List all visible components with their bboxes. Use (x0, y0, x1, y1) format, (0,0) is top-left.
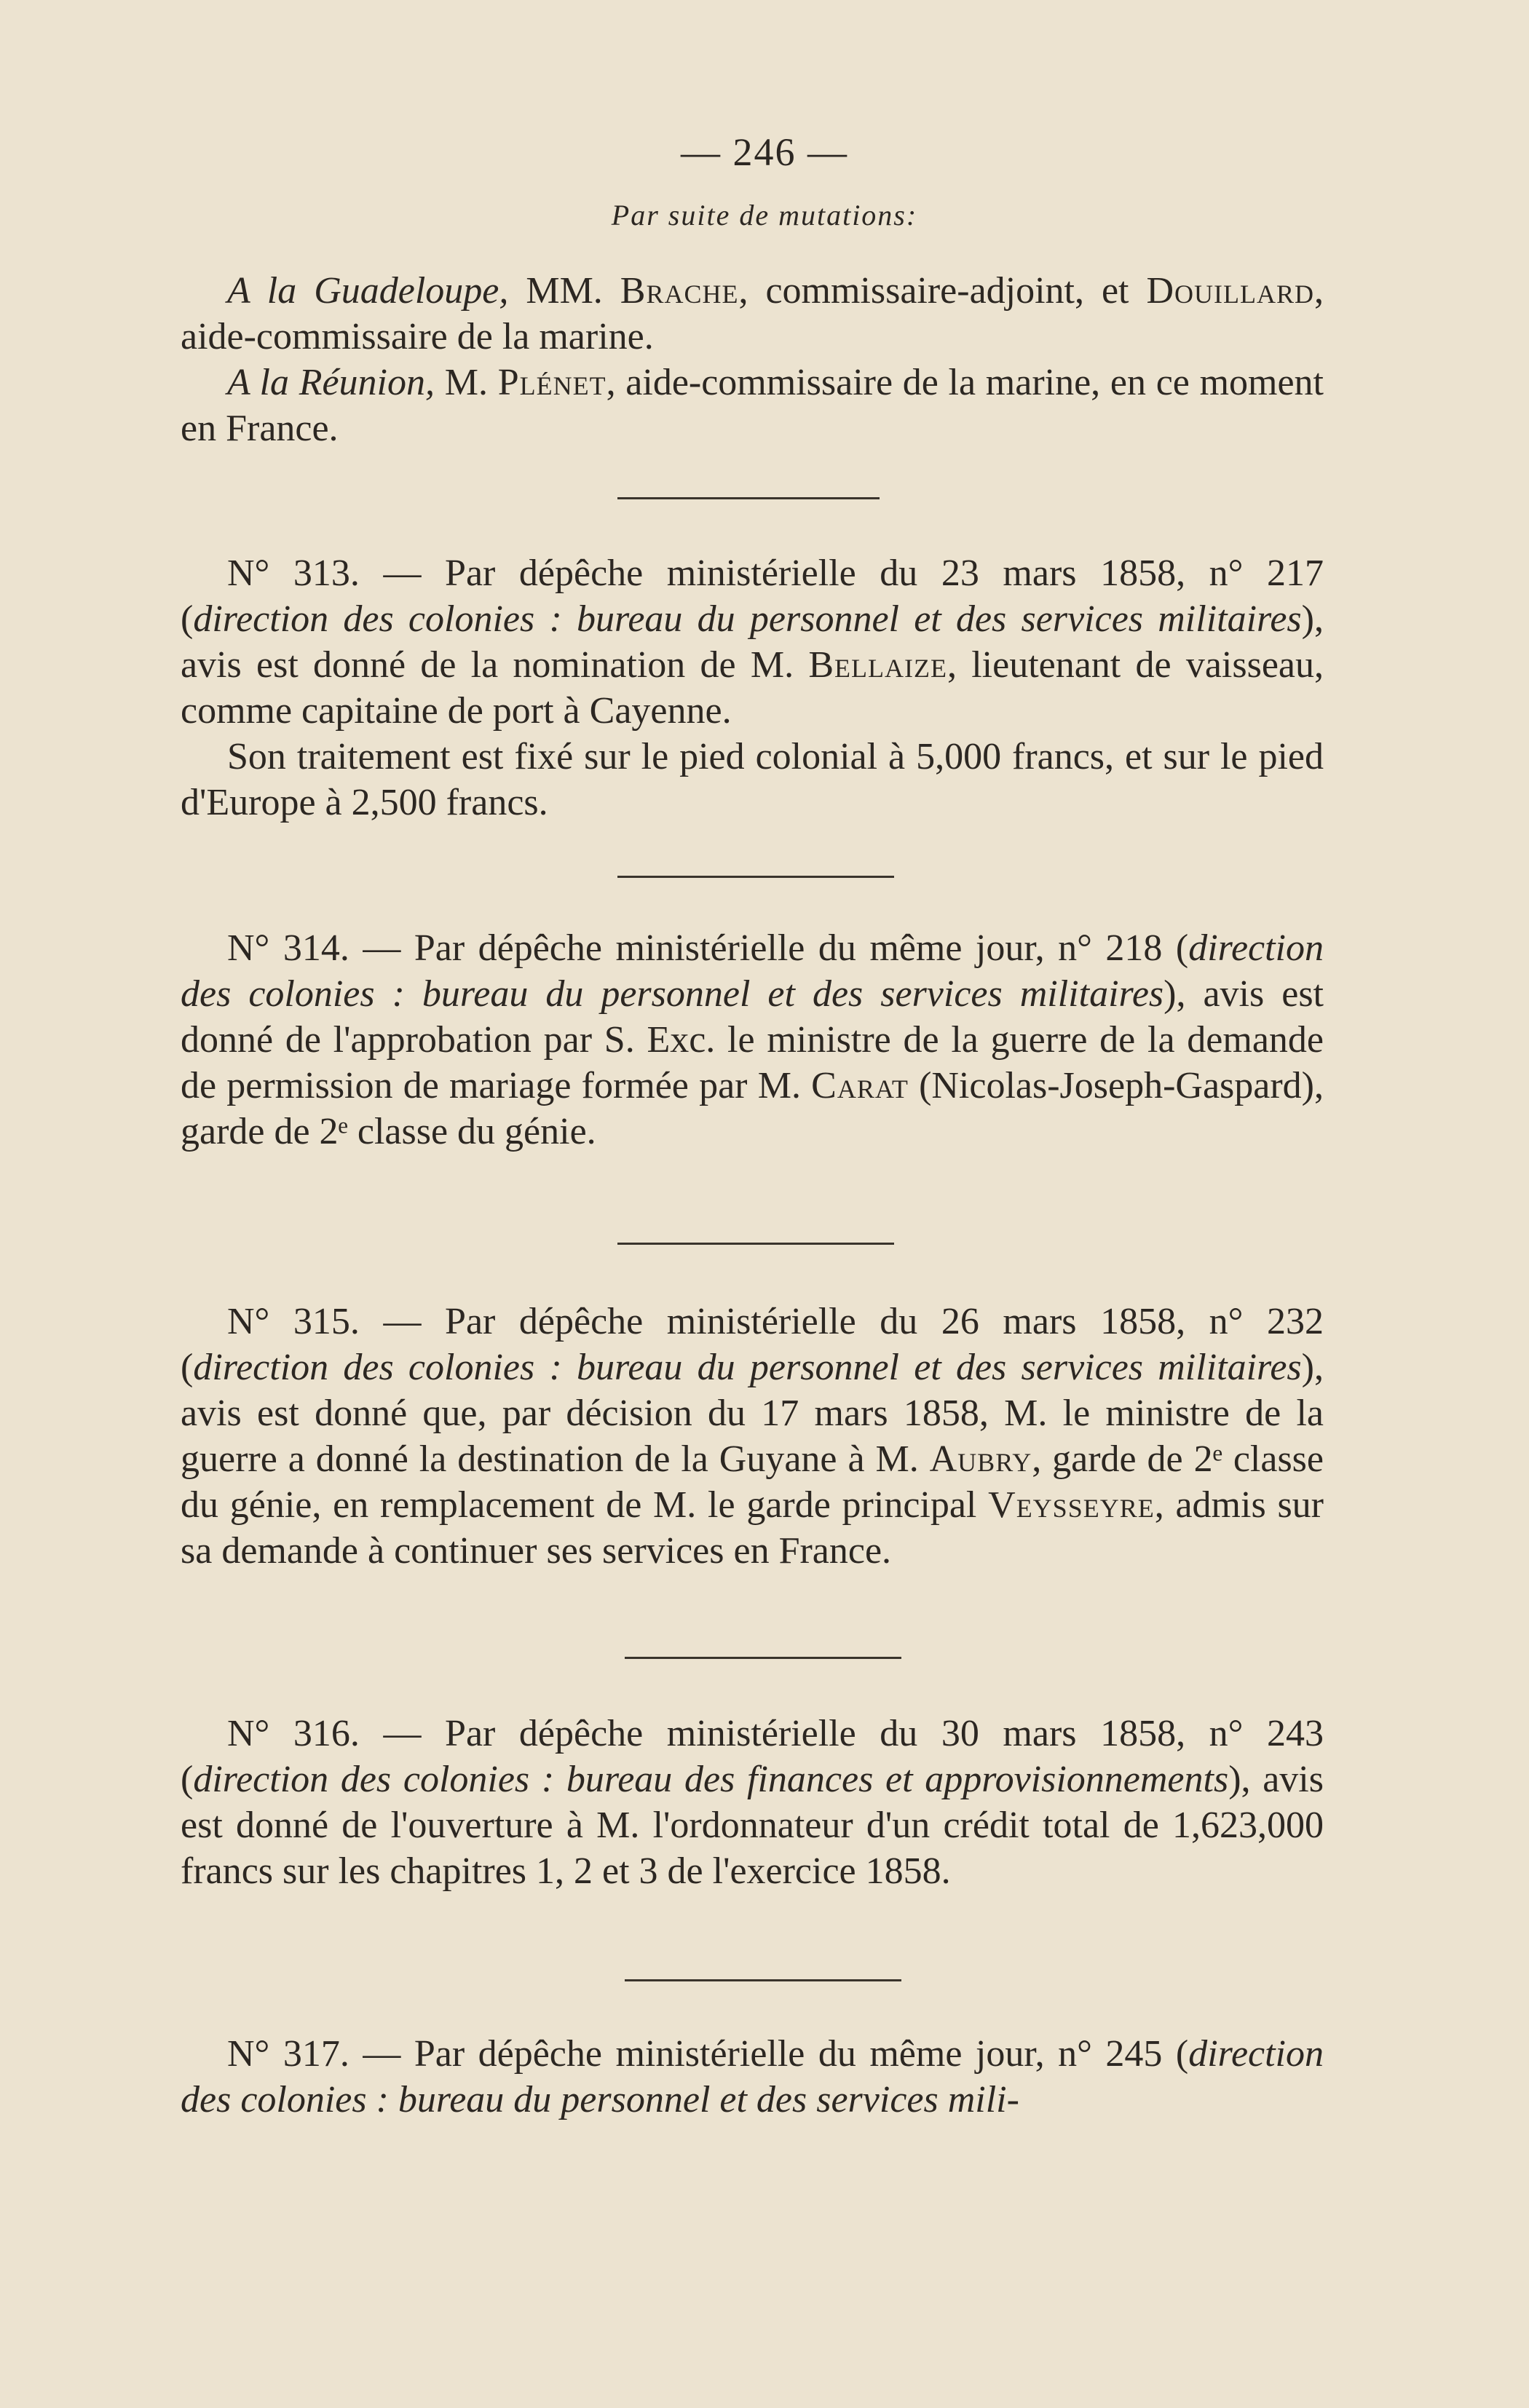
intro-block (181, 268, 1324, 451)
person-name: Carat (811, 1065, 909, 1106)
section-divider (625, 1657, 901, 1659)
section-divider (625, 1979, 901, 1981)
intro-paragraph-guadeloupe: A la Guadeloupe, MM. Brache, commissaire-adjoint, et Douillard, aide-commissaire de la marine. (181, 270, 1324, 357)
page-number: — 246 — (681, 130, 848, 174)
intro-paragraph-reunion: A la Réunion, M. Plénet, aide-commissaire de la marine, en ce moment en France. (181, 362, 1324, 449)
entry-317-paragraph: N° 317. — Par dépêche ministérielle du même jour, n° 245 (direction des colonies : bureau du personnel et des services mili- (181, 2033, 1324, 2120)
section-divider (617, 876, 894, 878)
person-name: Veysseyre (988, 1484, 1155, 1526)
person-name: Plénet (497, 362, 607, 403)
person-name: Douillard (1146, 270, 1314, 312)
entry-313 (181, 550, 1324, 825)
entry-314 (181, 925, 1324, 1155)
entry-317 (181, 2031, 1324, 2123)
person-name: Bellaize (808, 644, 947, 686)
person-name: Aubry (929, 1438, 1032, 1480)
section-subheading: Par suite de mutations: (611, 199, 918, 231)
entry-314-paragraph: N° 314. — Par dépêche ministérielle du même jour, n° 218 (direction des colonies : bureau du personnel et des services militaires), avis est donné de l'approbation par S. Exc. le ministre de la guerre de la demande de permission de mariage formée par M. Carat (Nicolas-Joseph-Gaspard), garde de 2ᵉ classe du génie. (181, 927, 1324, 1152)
person-name: Brache (620, 270, 739, 312)
entry-315-paragraph: N° 315. — Par dépêche ministérielle du 26 mars 1858, n° 232 (direction des colonies : bureau du personnel et des services militaires), avis est donné que, par décision du 17 mars 1858, M. le ministre de la guerre a donné la destination de la Guyane à M. Aubry, garde de 2ᵉ classe du génie, en remplacement de M. le garde principal Veysseyre, admis sur sa demande à continuer ses services en France. (181, 1301, 1324, 1572)
section-divider (617, 1243, 894, 1245)
section-divider (617, 497, 880, 499)
entry-316 (181, 1711, 1324, 1894)
entry-315 (181, 1299, 1324, 1574)
entry-313-salary-paragraph: Son traitement est fixé sur le pied colonial à 5,000 francs, et sur le pied d'Europe à 2,500 francs. (181, 736, 1324, 823)
entry-316-paragraph: N° 316. — Par dépêche ministérielle du 30 mars 1858, n° 243 (direction des colonies : bureau des finances et approvisionnements), avis est donné de l'ouverture à M. l'ordonnateur d'un crédit total de 1,623,000 francs sur les chapitres 1, 2 et 3 de l'exercice 1858. (181, 1713, 1324, 1892)
entry-313-paragraph: N° 313. — Par dépêche ministérielle du 23 mars 1858, n° 217 (direction des colonies : bureau du personnel et des services militaires), avis est donné de la nomination de M. Bellaize, lieutenant de vaisseau, comme capitaine de port à Cayenne. (181, 553, 1324, 732)
